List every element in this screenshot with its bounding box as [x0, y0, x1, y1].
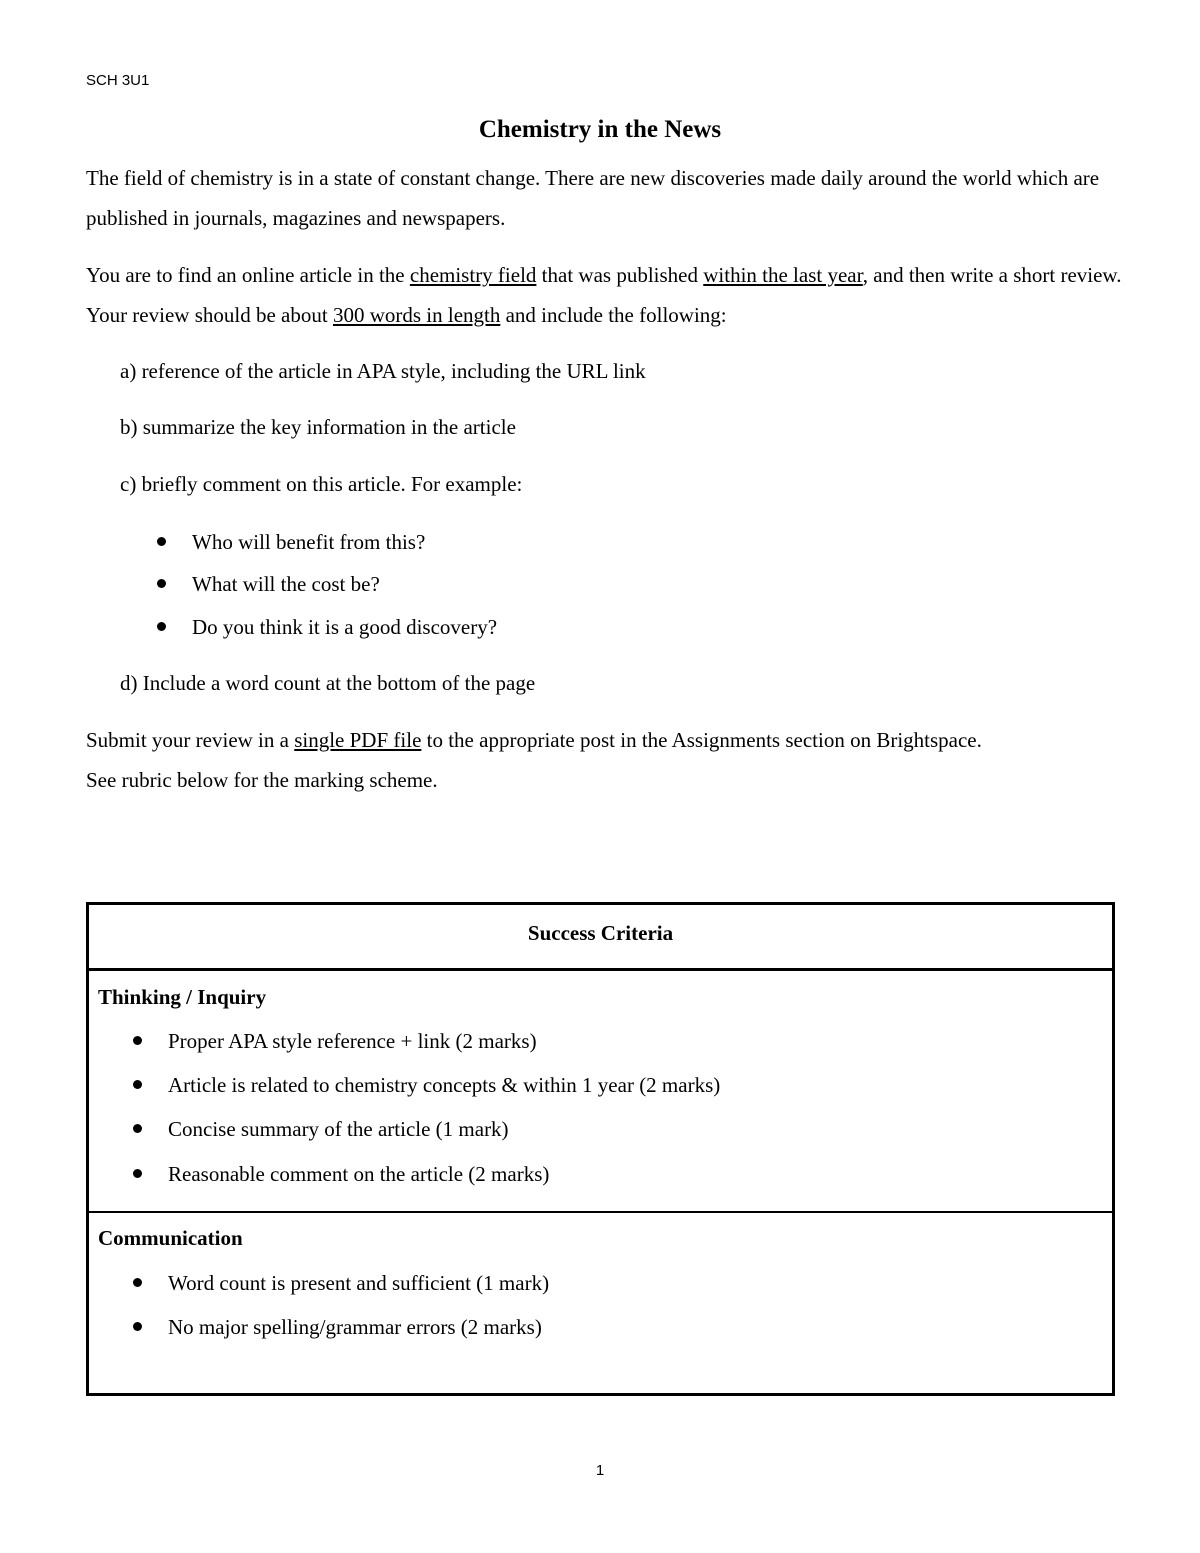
comment-bullet-text: Who will benefit from this? — [192, 530, 426, 554]
bullet-dot-icon — [133, 1124, 142, 1133]
bullet-dot-icon — [133, 1080, 142, 1089]
item-c: c) briefly comment on this article. For example: — [120, 472, 523, 496]
comment-bullet-text: Do you think it is a good discovery? — [192, 615, 498, 639]
bullet-dot-icon — [133, 1169, 142, 1178]
rubric-heading: Success Criteria — [89, 905, 1112, 971]
submit-paragraph — [86, 720, 1126, 800]
task-text-4: and include the following: — [500, 303, 727, 327]
section-divider — [89, 1211, 1112, 1213]
item-d: d) Include a word count at the bottom of the page — [120, 671, 536, 695]
submit-text-1: Submit your review in a — [86, 728, 295, 752]
task-underline-last-year: within the last year — [703, 263, 863, 287]
submit-underline-pdf: single PDF file — [294, 728, 422, 752]
task-underline-word-length: 300 words in length — [332, 303, 501, 327]
submit-text-2: to the appropriate post in the Assignments section on Brightspace. — [421, 728, 982, 752]
comment-bullet-text: What will the cost be? — [192, 572, 380, 596]
communication-label: Communication — [98, 1226, 243, 1250]
task-underline-chemistry-field: chemistry field — [409, 263, 537, 287]
item-a: a) reference of the article in APA style, including the URL link — [120, 359, 646, 383]
success-criteria-table — [86, 902, 1115, 1396]
criteria-text: Word count is present and sufficient (1 mark) — [168, 1271, 550, 1295]
bullet-dot-icon — [133, 1278, 142, 1287]
page-number: 1 — [595, 1462, 605, 1479]
criteria-text: No major spelling/grammar errors (2 marks) — [168, 1315, 542, 1339]
bullet-dot-icon — [157, 579, 166, 588]
task-text-2: that was published — [536, 263, 704, 287]
task-text-1: You are to find an online article in the — [86, 263, 410, 287]
criteria-text: Proper APA style reference + link (2 marks) — [168, 1029, 537, 1053]
criteria-text: Reasonable comment on the article (2 marks) — [168, 1162, 550, 1186]
criteria-text: Concise summary of the article (1 mark) — [168, 1117, 509, 1141]
criteria-text: Article is related to chemistry concepts & within 1 year (2 marks) — [168, 1073, 721, 1097]
bullet-dot-icon — [157, 537, 166, 546]
course-code: SCH 3U1 — [86, 72, 150, 89]
intro-paragraph: The field of chemistry is in a state of constant change. There are new discoveries made daily around the world which are published in journals, magazines and newspapers. — [86, 166, 1100, 230]
bullet-dot-icon — [133, 1036, 142, 1045]
page-title: Chemistry in the News — [478, 116, 722, 143]
submit-text-3: See rubric below for the marking scheme. — [86, 768, 438, 792]
task-paragraph — [86, 255, 1126, 335]
bullet-dot-icon — [133, 1322, 142, 1331]
item-b: b) summarize the key information in the article — [120, 415, 516, 439]
thinking-inquiry-label: Thinking / Inquiry — [98, 985, 267, 1009]
task-text-3: , and then write a short review. Your review should be about — [86, 263, 1122, 327]
bullet-dot-icon — [157, 622, 166, 631]
